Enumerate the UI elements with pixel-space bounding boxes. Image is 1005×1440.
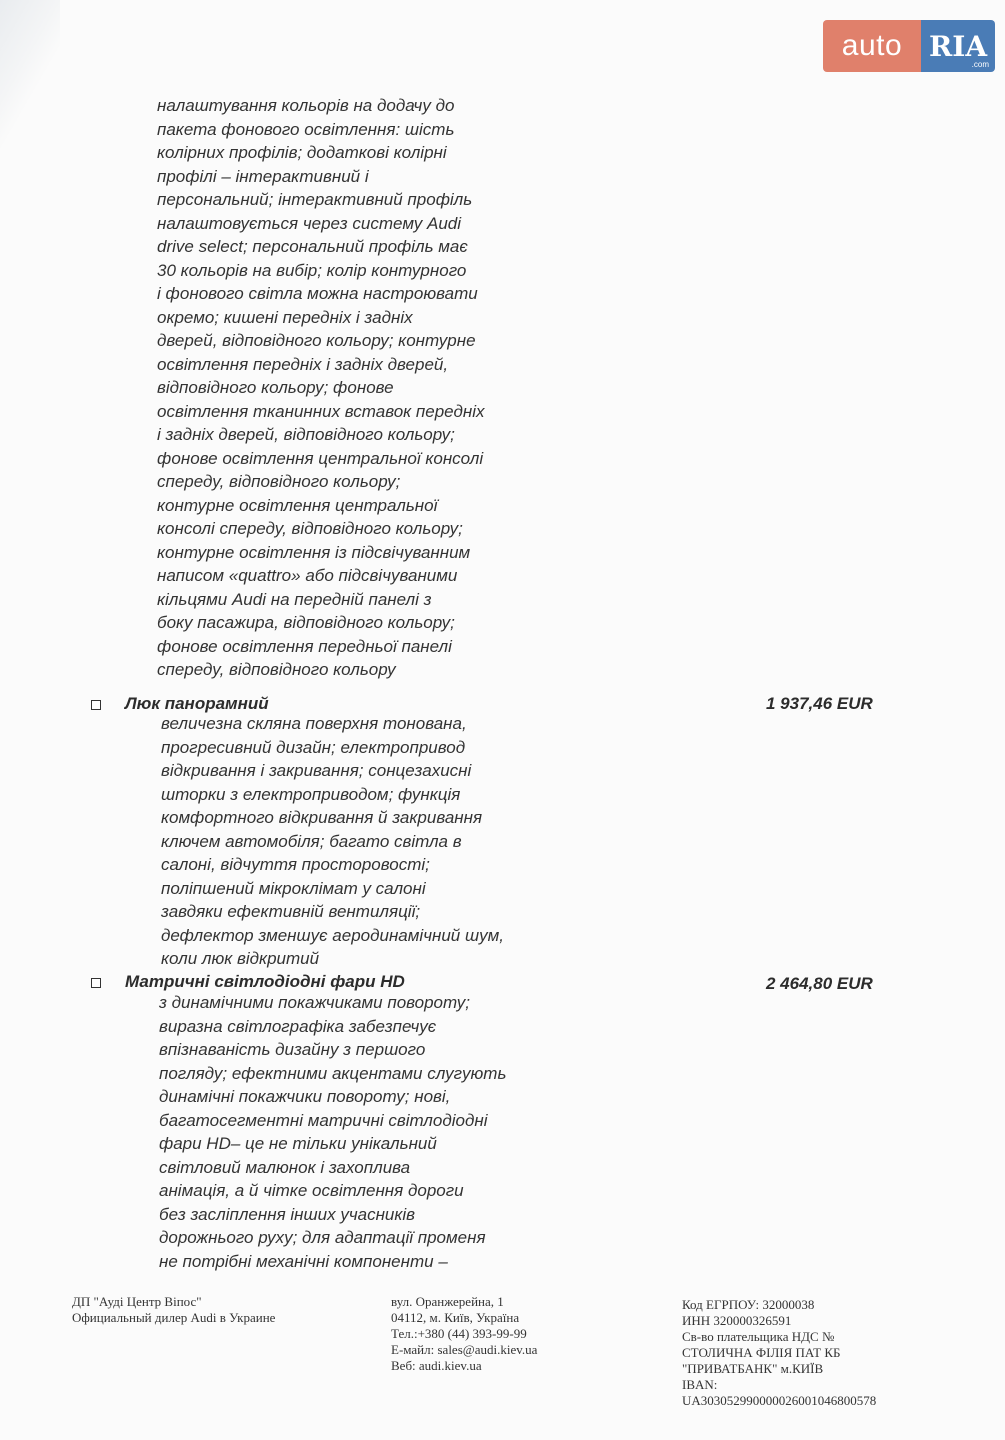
page-edge-shadow	[0, 0, 60, 150]
option-title-panoramic-roof: Люк панорамний	[125, 694, 269, 713]
footer-bank-details: Код ЕГРПОУ: 32000038 ИНН 320000326591 Св-во плательщика НДС № СТОЛИЧНА ФІЛІЯ ПАТ КБ "ПРИВАТБАНК" м.КИЇВ IBAN: UA303052990000026001046800578	[682, 1297, 877, 1408]
logo-com-label: .com	[971, 60, 989, 69]
option-title-matrix-headlights: Матричні світлодіодні фари HD	[125, 972, 405, 991]
intro-description: налаштування кольорів на додачу до пакета фонового освітлення: шість колірних профілів; додаткові колірні профілі – інтерактивний і персональний; інтерактивний профіль налаштовується через систему Audi drive select; персональний профіль має 30 кольорів на вибір; колір контурного і фонового світла можна настроювати окремо; кишені передніх і задніх дверей, відповідного кольору; контурне освітлення передніх і задніх дверей, відповідного кольору; фонове освітлення тканинних вставок передніх і задніх дверей, відповідного кольору; фонове освітлення центральної консолі спереду, відповідного кольору; контурне освітлення центральної консолі спереду, відповідного кольору; контурне освітлення із підсвічуванним написом «quattro» або підсвічуваними кільцями Audi на передній панелі з боку пасажира, відповідного кольору; фонове освітлення передньої панелі спереду, відповідного кольору	[157, 96, 485, 679]
autoria-logo[interactable]	[823, 20, 995, 72]
checkbox-icon	[91, 978, 101, 988]
option-description-panoramic-roof: величезна скляна поверхня тонована, прогресивний дизайн; електропривод відкривання і закривання; сонцезахисні шторки з електроприводом; функція комфортного відкривання й закривання ключем автомобіля; багато світла в салоні, відчуття просторовості; поліпшений мікроклімат у салоні завдяки ефективній вентиляції; дефлектор зменшує аеродинамічний шум, коли люк відкритий	[161, 714, 504, 968]
logo-auto-text: auto	[823, 20, 921, 72]
checkbox-icon	[91, 700, 101, 710]
footer-company: ДП "Ауді Центр Віпос" Официальный дилер Audi в Украине	[72, 1294, 276, 1325]
logo-ria-text	[921, 20, 995, 72]
option-price-matrix-headlights: 2 464,80 EUR	[766, 974, 873, 993]
option-description-matrix-headlights: з динамічними покажчиками повороту; виразна світлографіка забезпечує впізнаваність дизайну з першого погляду; ефектними акцентами слугують динамічні покажчики повороту; нові, багатосегментні матричні світлодіодні фари HD– це не тільки унікальний світловий малюнок і захоплива анімація, а й чітке освітлення дороги без засліплення інших учасників дорожнього руху; для адаптації променя не потрібні механічні компоненти –	[159, 993, 507, 1271]
footer-address: вул. Оранжерейна, 1 04112, м. Київ, Україна Тел.:+380 (44) 393-99-99 E-майл: sales@audi.kiev.ua Веб: audi.kiev.ua	[391, 1294, 538, 1373]
option-price-panoramic-roof: 1 937,46 EUR	[766, 694, 873, 713]
logo-ria-label: RIA	[928, 29, 988, 63]
